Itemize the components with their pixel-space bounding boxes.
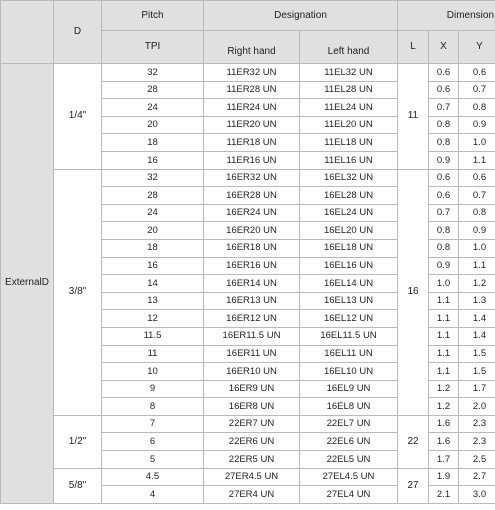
right-hand-cell: 22ER6 UN <box>204 433 300 451</box>
y-cell: 1.7 <box>459 380 495 398</box>
tpi-cell: 10 <box>102 363 204 381</box>
left-hand-cell: 22EL7 UN <box>300 415 398 433</box>
x-cell: 0.9 <box>429 257 459 275</box>
x-cell: 0.7 <box>429 99 459 117</box>
right-hand-cell: 16ER9 UN <box>204 380 300 398</box>
right-hand-cell: 16ER18 UN <box>204 239 300 257</box>
x-cell: 1.6 <box>429 415 459 433</box>
tpi-cell: 18 <box>102 134 204 152</box>
left-hand-cell: 22EL5 UN <box>300 451 398 469</box>
tpi-cell: 32 <box>102 169 204 187</box>
table-row <box>1 415 495 433</box>
tpi-cell: 6 <box>102 433 204 451</box>
x-cell: 1.2 <box>429 398 459 416</box>
x-cell: 2.1 <box>429 486 459 504</box>
left-hand-cell: 16EL28 UN <box>300 187 398 205</box>
y-cell: 1.1 <box>459 151 495 169</box>
left-hand-cell: 16EL18 UN <box>300 239 398 257</box>
left-hand-cell: 27EL4 UN <box>300 486 398 504</box>
y-cell: 0.7 <box>459 187 495 205</box>
tpi-cell: 18 <box>102 239 204 257</box>
tpi-cell: 12 <box>102 310 204 328</box>
length-cell: 22 <box>398 415 429 468</box>
x-cell: 1.9 <box>429 468 459 486</box>
right-hand-cell: 27ER4.5 UN <box>204 468 300 486</box>
x-cell: 1.0 <box>429 275 459 293</box>
right-hand-cell: 16ER20 UN <box>204 222 300 240</box>
left-hand-cell: 16EL10 UN <box>300 363 398 381</box>
tpi-cell: 32 <box>102 64 204 82</box>
right-hand-cell: 16ER10 UN <box>204 363 300 381</box>
right-hand-cell: 11ER28 UN <box>204 81 300 99</box>
left-hand-cell: 16EL13 UN <box>300 292 398 310</box>
right-hand-cell: 11ER32 UN <box>204 64 300 82</box>
right-hand-cell: 16ER11 UN <box>204 345 300 363</box>
header-tpi: TPI <box>102 31 204 64</box>
left-hand-cell: 16EL20 UN <box>300 222 398 240</box>
right-hand-cell: 22ER7 UN <box>204 415 300 433</box>
left-hand-cell: 16EL11 UN <box>300 345 398 363</box>
left-hand-cell: 16EL9 UN <box>300 380 398 398</box>
x-cell: 1.1 <box>429 345 459 363</box>
x-cell: 0.8 <box>429 222 459 240</box>
diameter-cell: 1/2" <box>54 415 102 468</box>
y-cell: 0.7 <box>459 81 495 99</box>
left-hand-cell: 11EL32 UN <box>300 64 398 82</box>
length-cell: 16 <box>398 169 429 415</box>
tpi-cell: 13 <box>102 292 204 310</box>
left-hand-cell: 16EL32 UN <box>300 169 398 187</box>
x-cell: 1.1 <box>429 363 459 381</box>
tpi-cell: 7 <box>102 415 204 433</box>
header-l: L <box>398 31 429 64</box>
x-cell: 0.6 <box>429 81 459 99</box>
tpi-cell: 14 <box>102 275 204 293</box>
y-cell: 0.6 <box>459 169 495 187</box>
header-d: D <box>54 1 102 64</box>
tpi-cell: 11 <box>102 345 204 363</box>
x-cell: 0.9 <box>429 151 459 169</box>
left-hand-cell: 27EL4.5 UN <box>300 468 398 486</box>
right-hand-cell: 16ER8 UN <box>204 398 300 416</box>
right-hand-cell: 16ER12 UN <box>204 310 300 328</box>
left-hand-cell: 11EL28 UN <box>300 81 398 99</box>
y-cell: 2.0 <box>459 398 495 416</box>
header-right-hand: Right hand <box>204 31 300 64</box>
x-cell: 1.6 <box>429 433 459 451</box>
y-cell: 1.1 <box>459 257 495 275</box>
length-cell: 11 <box>398 64 429 170</box>
right-hand-cell: 11ER20 UN <box>204 116 300 134</box>
x-cell: 0.6 <box>429 169 459 187</box>
left-hand-cell: 16EL14 UN <box>300 275 398 293</box>
y-cell: 0.9 <box>459 116 495 134</box>
right-hand-cell: 16ER16 UN <box>204 257 300 275</box>
left-hand-cell: 11EL16 UN <box>300 151 398 169</box>
left-hand-cell: 16EL24 UN <box>300 204 398 222</box>
y-cell: 2.3 <box>459 433 495 451</box>
x-cell: 0.6 <box>429 187 459 205</box>
thread-type-cell: ExternalD <box>1 64 54 504</box>
header-empty-corner <box>1 1 54 64</box>
x-cell: 0.7 <box>429 204 459 222</box>
header-left-hand: Left hand <box>300 31 398 64</box>
x-cell: 1.2 <box>429 380 459 398</box>
table-row <box>1 468 495 486</box>
left-hand-cell: 16EL11.5 UN <box>300 327 398 345</box>
y-cell: 0.6 <box>459 64 495 82</box>
table-row <box>1 64 495 82</box>
y-cell: 0.8 <box>459 204 495 222</box>
right-hand-cell: 11ER16 UN <box>204 151 300 169</box>
y-cell: 3.0 <box>459 486 495 504</box>
tpi-cell: 20 <box>102 116 204 134</box>
x-cell: 0.6 <box>429 64 459 82</box>
table-row <box>1 169 495 187</box>
y-cell: 2.5 <box>459 451 495 469</box>
left-hand-cell: 16EL16 UN <box>300 257 398 275</box>
right-hand-cell: 27ER4 UN <box>204 486 300 504</box>
header-dimension: Dimension <box>398 1 495 31</box>
tpi-cell: 9 <box>102 380 204 398</box>
right-hand-cell: 11ER24 UN <box>204 99 300 117</box>
x-cell: 1.1 <box>429 310 459 328</box>
tpi-cell: 4 <box>102 486 204 504</box>
y-cell: 1.5 <box>459 345 495 363</box>
y-cell: 1.4 <box>459 310 495 328</box>
tpi-cell: 16 <box>102 151 204 169</box>
y-cell: 1.2 <box>459 275 495 293</box>
right-hand-cell: 16ER11.5 UN <box>204 327 300 345</box>
left-hand-cell: 22EL6 UN <box>300 433 398 451</box>
tpi-cell: 5 <box>102 451 204 469</box>
right-hand-cell: 16ER28 UN <box>204 187 300 205</box>
y-cell: 1.0 <box>459 239 495 257</box>
x-cell: 0.8 <box>429 239 459 257</box>
x-cell: 1.1 <box>429 292 459 310</box>
tpi-cell: 20 <box>102 222 204 240</box>
y-cell: 0.8 <box>459 99 495 117</box>
tpi-cell: 24 <box>102 99 204 117</box>
right-hand-cell: 22ER5 UN <box>204 451 300 469</box>
diameter-cell: 5/8" <box>54 468 102 503</box>
left-hand-cell: 11EL20 UN <box>300 116 398 134</box>
x-cell: 1.7 <box>429 451 459 469</box>
right-hand-cell: 16ER24 UN <box>204 204 300 222</box>
tpi-cell: 28 <box>102 81 204 99</box>
right-hand-cell: 16ER13 UN <box>204 292 300 310</box>
diameter-cell: 3/8" <box>54 169 102 415</box>
header-row-1 <box>1 1 495 31</box>
tpi-cell: 24 <box>102 204 204 222</box>
y-cell: 2.7 <box>459 468 495 486</box>
left-hand-cell: 11EL18 UN <box>300 134 398 152</box>
left-hand-cell: 11EL24 UN <box>300 99 398 117</box>
y-cell: 1.3 <box>459 292 495 310</box>
tpi-cell: 16 <box>102 257 204 275</box>
y-cell: 2.3 <box>459 415 495 433</box>
header-pitch: Pitch <box>102 1 204 31</box>
header-designation: Designation <box>204 1 398 31</box>
x-cell: 1.1 <box>429 327 459 345</box>
tpi-cell: 28 <box>102 187 204 205</box>
tpi-cell: 8 <box>102 398 204 416</box>
y-cell: 1.0 <box>459 134 495 152</box>
left-hand-cell: 16EL8 UN <box>300 398 398 416</box>
header-y: Y <box>459 31 495 64</box>
length-cell: 27 <box>398 468 429 503</box>
y-cell: 1.4 <box>459 327 495 345</box>
x-cell: 0.8 <box>429 116 459 134</box>
right-hand-cell: 16ER14 UN <box>204 275 300 293</box>
x-cell: 0.8 <box>429 134 459 152</box>
left-hand-cell: 16EL12 UN <box>300 310 398 328</box>
tpi-cell: 11.5 <box>102 327 204 345</box>
header-x: X <box>429 31 459 64</box>
y-cell: 1.5 <box>459 363 495 381</box>
diameter-cell: 1/4" <box>54 64 102 170</box>
right-hand-cell: 16ER32 UN <box>204 169 300 187</box>
right-hand-cell: 11ER18 UN <box>204 134 300 152</box>
y-cell: 0.9 <box>459 222 495 240</box>
tpi-cell: 4.5 <box>102 468 204 486</box>
